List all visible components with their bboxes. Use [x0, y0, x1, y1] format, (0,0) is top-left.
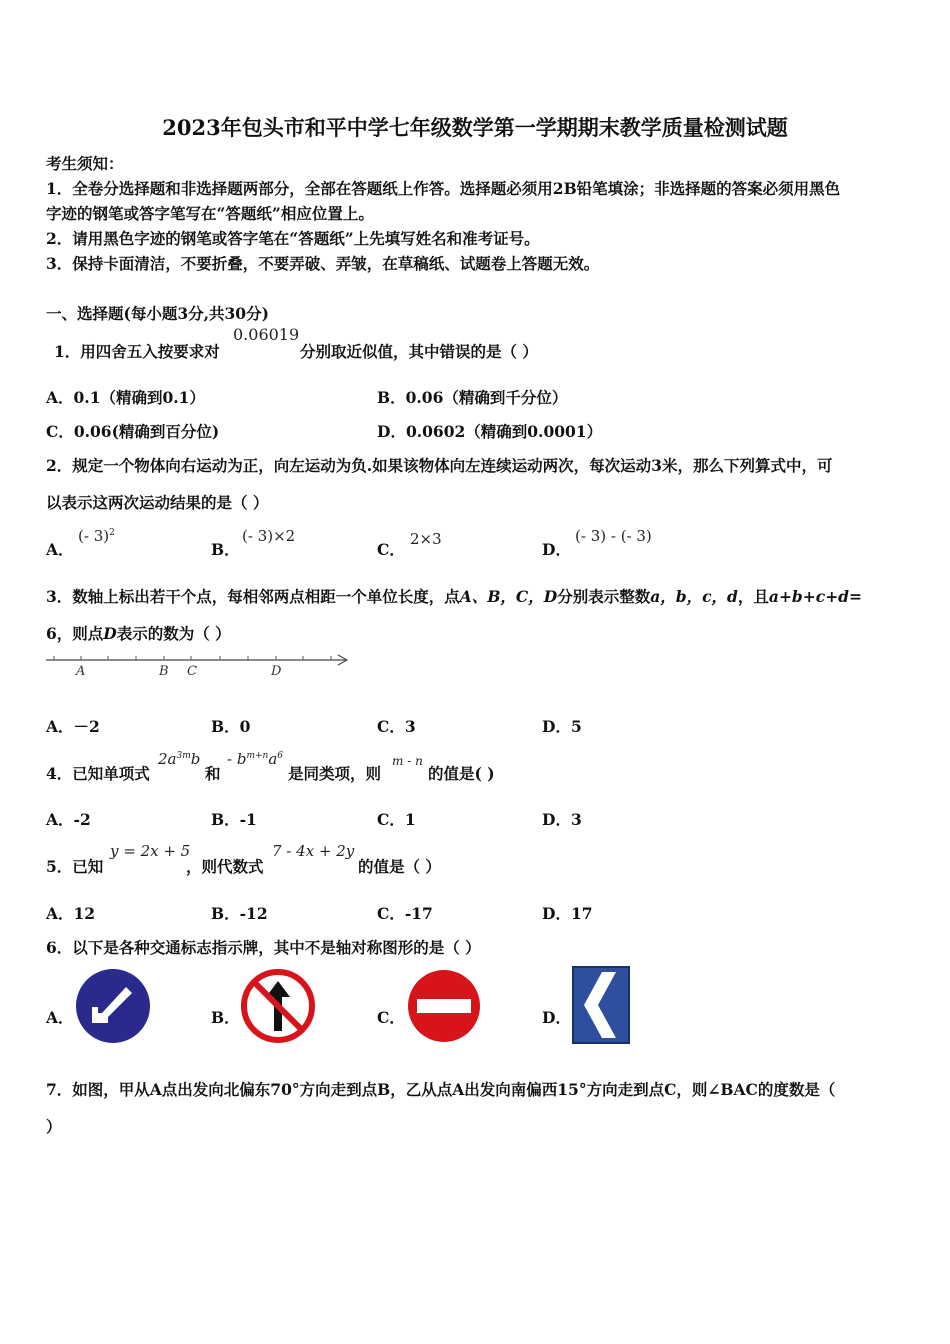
q5-equation: y = 2x + 5 [110, 842, 191, 860]
q2-option-c-expr: 2×3 [410, 530, 442, 548]
q1-suffix: 分别取近似值，其中错误的是（ ） [300, 342, 538, 361]
q6-text: 6．以下是各种交通标志指示牌，其中不是轴对称图形的是（ ） [46, 938, 481, 957]
q4-expression: m - n [392, 754, 423, 768]
q5-option-d: D．17 [542, 904, 593, 923]
q4-monomial-2: - $b^{m+n}a^6$ [227, 750, 284, 768]
axis-label-c: C [187, 664, 197, 679]
notice-line1b: 字迹的钢笔或答字笔写在“答题纸”相应位置上。 [46, 204, 374, 223]
q6-option-c-label: C． [377, 1008, 405, 1027]
q3-option-d: D．5 [542, 717, 582, 736]
q1-prefix: 1．用四舍五入按要求对 [54, 342, 220, 361]
section-heading: 一、选择题(每小题3分,共30分) [46, 304, 269, 323]
q1-number: 0.06019 [233, 325, 300, 344]
q4-option-d: D．3 [542, 810, 582, 829]
number-line [44, 650, 354, 680]
q2-option-c-label: C． [377, 540, 405, 559]
axis-label-a: A [76, 664, 86, 679]
q1-option-a: A．0.1（精确到0.1） [46, 388, 205, 407]
keep-left-sign-icon [74, 967, 152, 1045]
q5-prefix: 5．已知 [46, 857, 104, 876]
q5-option-b: B．-12 [211, 904, 268, 923]
q4-option-b: B．-1 [211, 810, 257, 829]
q6-option-a-label: A． [46, 1008, 74, 1027]
q4-prefix: 4．已知单项式 [46, 764, 150, 783]
q5-expression: 7 - 4x + 2y [272, 842, 355, 860]
q2-line2: 以表示这两次运动结果的是（ ） [46, 493, 269, 512]
q2-line1: 2．规定一个物体向右运动为正，向左运动为负.如果该物体向左连续运动两次，每次运动3米，那么下列算式中，可 [46, 456, 833, 475]
q2-option-b-expr: (- 3)×2 [242, 527, 296, 545]
q3-option-c: C．3 [377, 717, 416, 736]
q4-option-c: C．1 [377, 810, 416, 829]
q4-monomial-1: $2a^{3m}b$ [158, 750, 201, 768]
q2-option-a-label: A． [46, 540, 74, 559]
q1-option-d: D．0.0602（精确到0.0001） [377, 422, 603, 441]
q2-option-d-expr: (- 3) - (- 3) [575, 527, 652, 545]
q5-option-a: A．12 [46, 904, 96, 923]
q2-option-a-expr: (- 3)$^2$ [78, 527, 115, 545]
q2-option-d-label: D． [542, 540, 571, 559]
q5-suffix: 的值是（ ） [358, 857, 441, 876]
q3-option-b: B．0 [211, 717, 251, 736]
q1-option-b: B．0.06（精确到千分位） [377, 388, 568, 407]
notice-heading: 考生须知： [46, 154, 124, 173]
q4-middle: 是同类项，则 [288, 764, 382, 783]
q6-option-b-label: B． [211, 1008, 240, 1027]
q1-option-c: C．0.06(精确到百分位) [46, 422, 220, 441]
q6-option-d-label: D． [542, 1008, 571, 1027]
q7-line2: ） [46, 1117, 62, 1136]
q3-line1: 3．数轴上标出若干个点，每相邻两点相距一个单位长度，点A、B，C，D分别表示整数a，b，c，d，且a+b+c+d= [46, 587, 863, 606]
page-title: 2023年包头市和平中学七年级数学第一学期期末教学质量检测试题 [162, 115, 788, 140]
q5-middle: ，则代数式 [186, 857, 264, 876]
q4-suffix: 的值是( ) [428, 764, 495, 783]
no-straight-sign-icon [240, 967, 316, 1045]
q7-line1: 7．如图，甲从A点出发向北偏东70°方向走到点B，乙从点A出发向南偏西15°方向走到点C，则∠BAC的度数是（ [46, 1080, 836, 1099]
no-entry-sign-icon [406, 968, 482, 1044]
chevron-left-sign-icon [572, 966, 630, 1044]
q5-option-c: C．-17 [377, 904, 433, 923]
q3-line2: 6，则点D表示的数为（ ） [46, 624, 231, 643]
q2-option-b-label: B． [211, 540, 240, 559]
axis-label-d: D [271, 664, 282, 679]
notice-line3: 3．保持卡面清洁，不要折叠，不要弄破、弄皱，在草稿纸、试题卷上答题无效。 [46, 254, 600, 273]
notice-line2: 2．请用黑色字迹的钢笔或答字笔在“答题纸”上先填写姓名和准考证号。 [46, 229, 540, 248]
q4-option-a: A．-2 [46, 810, 91, 829]
q4-and: 和 [205, 764, 221, 783]
axis-label-b: B [159, 664, 169, 679]
notice-line1a: 1．全卷分选择题和非选择题两部分，全部在答题纸上作答。选择题必须用2B铅笔填涂；非选择题的答案必须用黑色 [46, 179, 841, 198]
q3-option-a: A．－2 [46, 717, 100, 736]
